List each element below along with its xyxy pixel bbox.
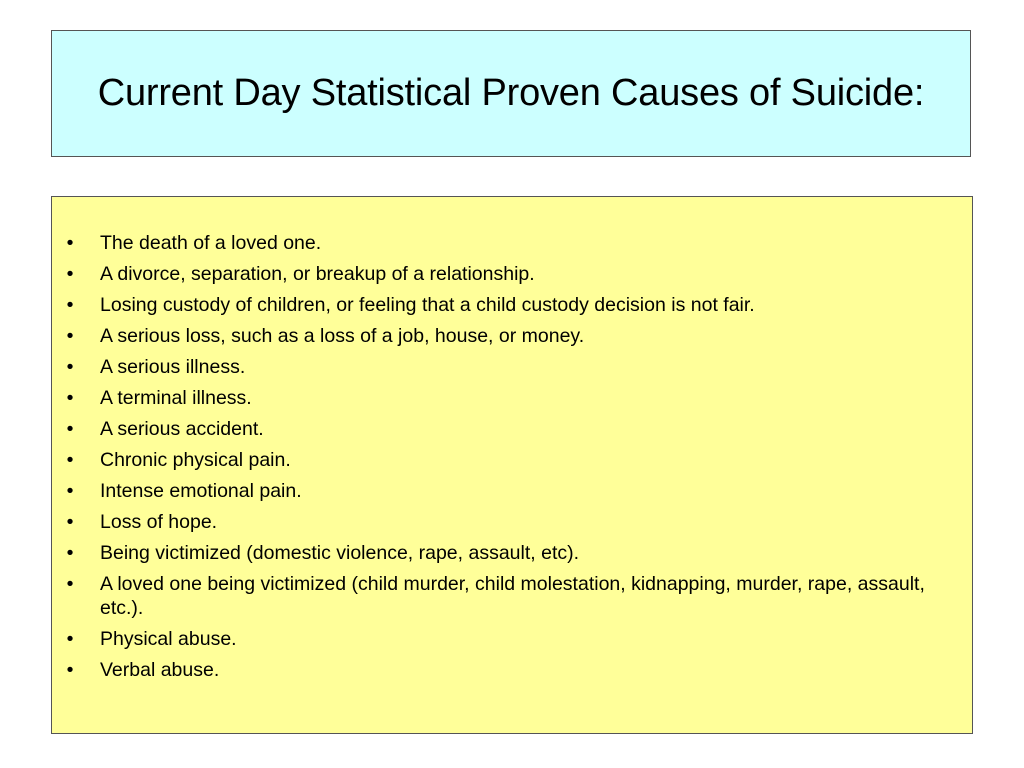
bullet-item [52,448,958,472]
bullet-dot-icon: • [66,449,74,471]
bullet-item [52,627,958,651]
bullet-text: A serious loss, such as a loss of a job, house, or money. [100,325,585,347]
bullet-text: Chronic physical pain. [100,449,291,471]
bullet-text: Being victimized (domestic violence, rape, assault, etc). [100,542,580,564]
bullet-dot-icon: • [66,263,74,285]
title-box [51,30,971,157]
bullet-item [52,479,958,503]
bullet-text: A serious accident. [100,418,264,440]
slide-title: Current Day Statistical Proven Causes of Suicide: [97,71,925,114]
bullet-text: Loss of hope. [100,511,218,533]
bullet-item [52,658,958,682]
bullet-dot-icon: • [66,325,74,347]
bullet-text: A serious illness. [100,356,246,378]
bullet-item [52,510,958,534]
bullet-item [52,572,958,620]
bullet-text: A divorce, separation, or breakup of a relationship. [100,263,535,285]
bullet-dot-icon: • [66,659,74,681]
bullet-item [52,417,958,441]
bullet-text: Losing custody of children, or feeling that a child custody decision is not fair. [100,294,755,316]
bullet-item [52,262,958,286]
bullet-dot-icon: • [66,418,74,440]
content-box [51,196,973,734]
bullet-dot-icon: • [66,480,74,502]
bullet-item [52,324,958,348]
bullet-dot-icon: • [66,356,74,378]
bullet-dot-icon: • [66,387,74,409]
bullet-item [52,541,958,565]
bullet-dot-icon: • [66,294,74,316]
bullet-dot-icon: • [66,628,74,650]
bullet-item [52,231,958,255]
bullet-dot-icon: • [66,232,74,254]
bullet-item [52,386,958,410]
bullet-dot-icon: • [66,542,74,564]
bullet-item [52,293,958,317]
bullet-text: The death of a loved one. [100,232,322,254]
bullet-item [52,355,958,379]
bullet-list [52,197,972,682]
bullet-text: Verbal abuse. [100,659,220,681]
bullet-dot-icon: • [66,573,74,595]
bullet-dot-icon: • [66,511,74,533]
bullet-text: Intense emotional pain. [100,480,302,502]
bullet-text: Physical abuse. [100,628,237,650]
bullet-text: A loved one being victimized (child murder, child molestation, kidnapping, murder, rape, assault, etc.). [100,573,925,619]
bullet-text: A terminal illness. [100,387,252,409]
